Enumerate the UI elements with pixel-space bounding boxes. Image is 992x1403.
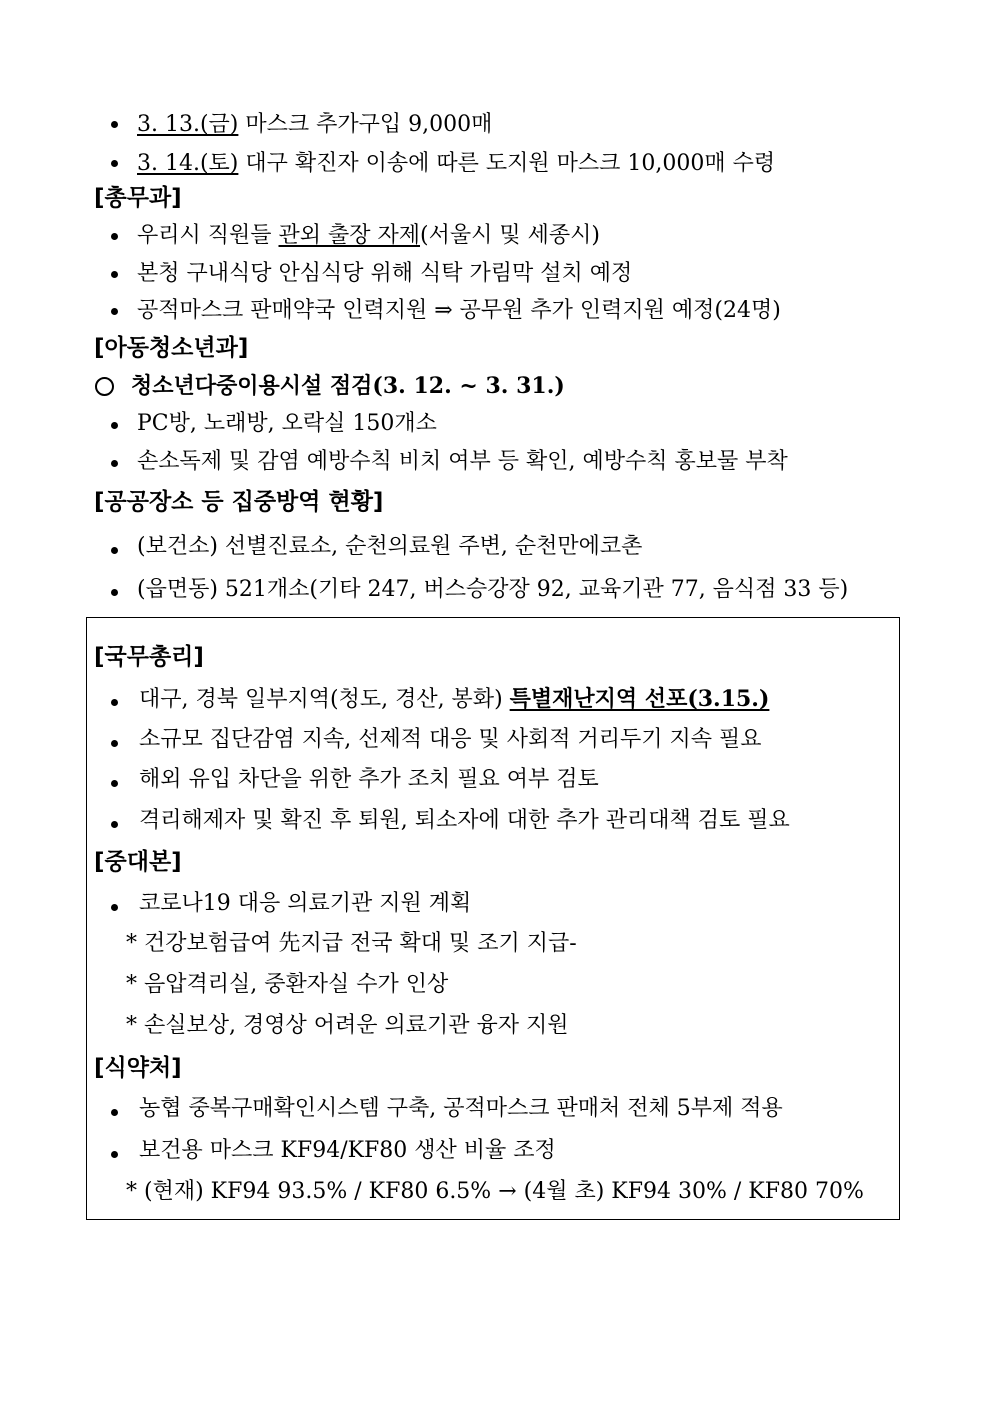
item-text: 대구, 경북 일부지역(청도, 경산, 봉화) xyxy=(139,687,510,712)
item-text: 대구 확진자 이송에 따른 도지원 마스크 10,000매 수령 xyxy=(238,151,776,176)
list-item: 격리해제자 및 확진 후 퇴원, 퇴소자에 대한 추가 관리대책 검토 필요 xyxy=(139,808,790,833)
list-item: 농협 중복구매확인시스템 구축, 공적마스크 판매처 전체 5부제 적용 xyxy=(139,1096,783,1121)
bullet-icon xyxy=(111,547,118,554)
bullet-icon xyxy=(111,233,118,240)
list-item: 소규모 집단감염 지속, 선제적 대응 및 사회적 거리두기 지속 필요 xyxy=(139,727,762,752)
note-text: * 손실보상, 경영상 어려운 의료기관 융자 지원 xyxy=(126,1013,569,1038)
circle-icon xyxy=(95,377,114,396)
bullet-icon xyxy=(111,121,118,128)
list-item xyxy=(139,684,769,715)
bullet-icon xyxy=(111,904,118,911)
list-item: 손소독제 및 감염 예방수칙 비치 여부 등 확인, 예방수칙 홍보물 부착 xyxy=(137,449,788,474)
note-text: * 건강보험급여 先지급 전국 확대 및 조기 지급- xyxy=(126,931,577,956)
subheading: 청소년다중이용시설 점검(3. 12. ~ 3. 31.) xyxy=(131,373,565,399)
section-heading-mfds: [식약처] xyxy=(94,1055,182,1081)
section-heading-cdsch: [중대본] xyxy=(94,849,182,875)
bullet-icon xyxy=(111,271,118,278)
list-item xyxy=(137,221,600,251)
list-item xyxy=(137,110,492,140)
emphasized-text: 특별재난지역 선포(3.15.) xyxy=(509,686,770,712)
bullet-icon xyxy=(111,422,118,429)
underlined-text: 관외 출장 자제 xyxy=(278,223,420,248)
note-text: * 음압격리실, 중환자실 수가 인상 xyxy=(126,972,449,997)
list-item: 공적마스크 판매약국 인력지원 ⇒ 공무원 추가 인력지원 예정(24명) xyxy=(137,298,781,323)
bullet-icon xyxy=(111,780,118,787)
item-text: 우리시 직원들 xyxy=(137,223,279,248)
list-item: 해외 유입 차단을 위한 추가 조치 필요 여부 검토 xyxy=(139,767,599,792)
section-heading-quarantine: [공공장소 등 집중방역 현황] xyxy=(94,489,384,515)
list-item: (읍면동) 521개소(기타 247, 버스승강장 92, 교육기관 77, 음식점 33 등) xyxy=(137,577,849,602)
bullet-icon xyxy=(111,740,118,747)
list-item: 코로나19 대응 의료기관 지원 계획 xyxy=(139,891,472,916)
list-item: 본청 구내식당 안심식당 위해 식탁 가림막 설치 예정 xyxy=(137,261,633,286)
note-text: * (현재) KF94 93.5% / KF80 6.5% → (4월 초) KF94 30% / KF80 70% xyxy=(126,1179,864,1204)
date-label: 3. 13.(금) xyxy=(137,112,239,137)
bullet-icon xyxy=(111,1151,118,1158)
bullet-icon xyxy=(111,160,118,167)
list-item: (보건소) 선별진료소, 순천의료원 주변, 순천만에코촌 xyxy=(137,534,643,559)
bullet-icon xyxy=(111,699,118,706)
section-heading-youth: [아동청소년과] xyxy=(94,335,249,361)
item-text: (서울시 및 세종시) xyxy=(420,223,600,248)
item-text: 마스크 추가구입 9,000매 xyxy=(238,112,493,137)
date-label: 3. 14.(토) xyxy=(137,151,239,176)
section-heading-general-affairs: [총무과] xyxy=(94,185,182,211)
list-item xyxy=(137,149,775,179)
bullet-icon xyxy=(111,308,118,315)
bullet-icon xyxy=(111,1109,118,1116)
bullet-icon xyxy=(111,460,118,467)
list-item: PC방, 노래방, 오락실 150개소 xyxy=(137,411,437,436)
section-heading-pm: [국무총리] xyxy=(94,644,204,670)
bullet-icon xyxy=(111,589,118,596)
list-item: 보건용 마스크 KF94/KF80 생산 비율 조정 xyxy=(139,1138,556,1163)
bullet-icon xyxy=(111,821,118,828)
